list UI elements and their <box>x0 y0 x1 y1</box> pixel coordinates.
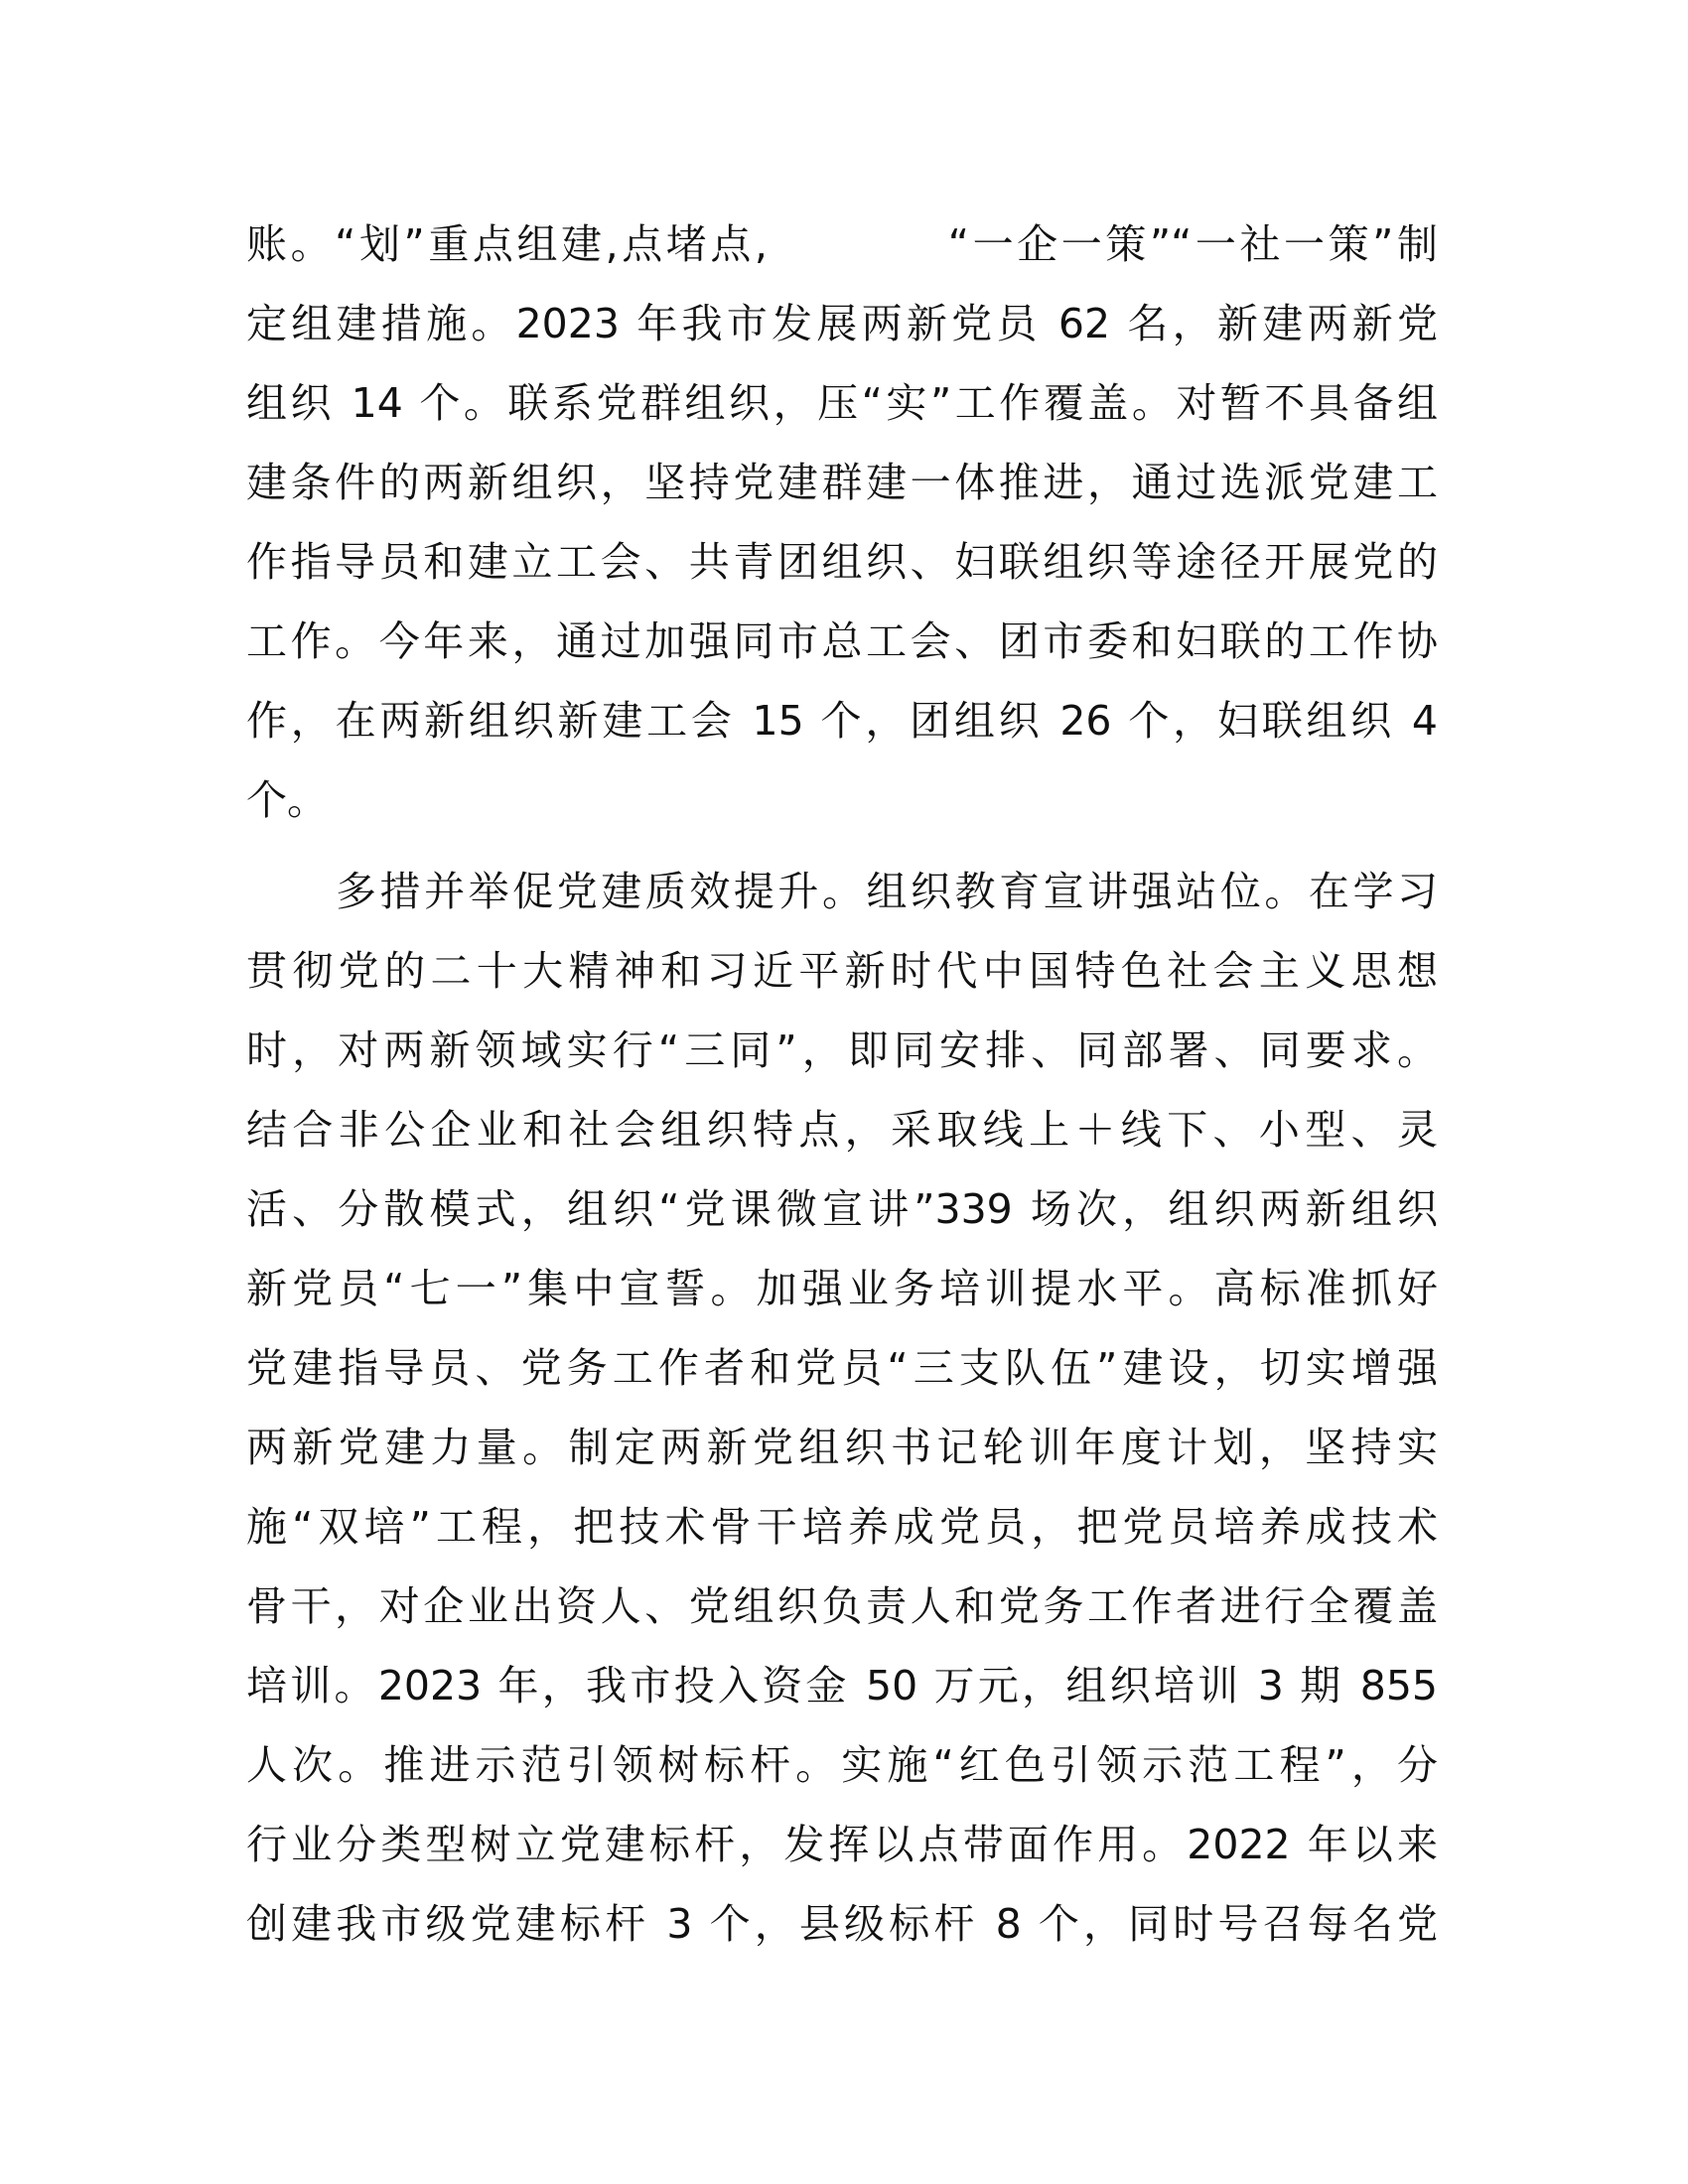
paragraph-1-line-3: 组织 14 个。联系党群组织，压“实”工作覆盖。对暂不具备组 <box>246 379 1438 427</box>
paragraph-2-line-2: 贯彻党的二十大精神和习近平新时代中国特色社会主义思想 <box>246 947 1438 995</box>
paragraph-2-line-9: 施“双培”工程，把技术骨干培养成党员，把党员培养成技术 <box>246 1503 1438 1551</box>
paragraph-1-line-7: 作，在两新组织新建工会 15 个，团组织 26 个，妇联组织 4 <box>246 697 1438 745</box>
paragraph-1-line-1: 账。“划”重点组建,点堵点, “一企一策”“一社一策”制 <box>246 220 1438 268</box>
paragraph-1-line-5: 作指导员和建立工会、共青团组织、妇联组织等途径开展党的 <box>246 538 1438 586</box>
paragraph-2-line-7: 党建指导员、党务工作者和党员“三支队伍”建设，切实增强 <box>246 1344 1438 1392</box>
paragraph-2-line-12: 人次。推进示范引领树标杆。实施“红色引领示范工程”，分 <box>246 1741 1438 1789</box>
paragraph-2-line-4: 结合非公企业和社会组织特点，采取线上＋线下、小型、灵 <box>246 1106 1438 1154</box>
paragraph-2-line-14: 创建我市级党建标杆 3 个，县级标杆 8 个，同时号召每名党 <box>246 1900 1438 1948</box>
paragraph-2-line-11: 培训。2023 年，我市投入资金 50 万元，组织培训 3 期 855 <box>246 1662 1438 1709</box>
paragraph-2-line-1: 多措并举促党建质效提升。组织教育宣讲强站位。在学习 <box>336 868 1438 915</box>
paragraph-2-line-8: 两新党建力量。制定两新党组织书记轮训年度计划，坚持实 <box>246 1424 1438 1471</box>
paragraph-1-line-8: 个。 <box>246 776 328 824</box>
paragraph-2-line-6: 新党员“七一”集中宣誓。加强业务培训提水平。高标准抓好 <box>246 1265 1438 1312</box>
paragraph-2-line-10: 骨干，对企业出资人、党组织负责人和党务工作者进行全覆盖 <box>246 1582 1438 1630</box>
paragraph-1-line-6: 工作。今年来，通过加强同市总工会、团市委和妇联的工作协 <box>246 617 1438 665</box>
paragraph-2-line-13: 行业分类型树立党建标杆，发挥以点带面作用。2022 年以来 <box>246 1821 1438 1868</box>
paragraph-2-line-3: 时，对两新领域实行“三同”，即同安排、同部署、同要求。 <box>246 1026 1438 1074</box>
paragraph-1-line-2: 定组建措施。2023 年我市发展两新党员 62 名，新建两新党 <box>246 300 1438 347</box>
paragraph-2-line-5: 活、分散模式，组织“党课微宣讲”339 场次，组织两新组织 <box>246 1185 1438 1233</box>
paragraph-1-line-4: 建条件的两新组织，坚持党建群建一体推进，通过选派党建工 <box>246 459 1438 506</box>
